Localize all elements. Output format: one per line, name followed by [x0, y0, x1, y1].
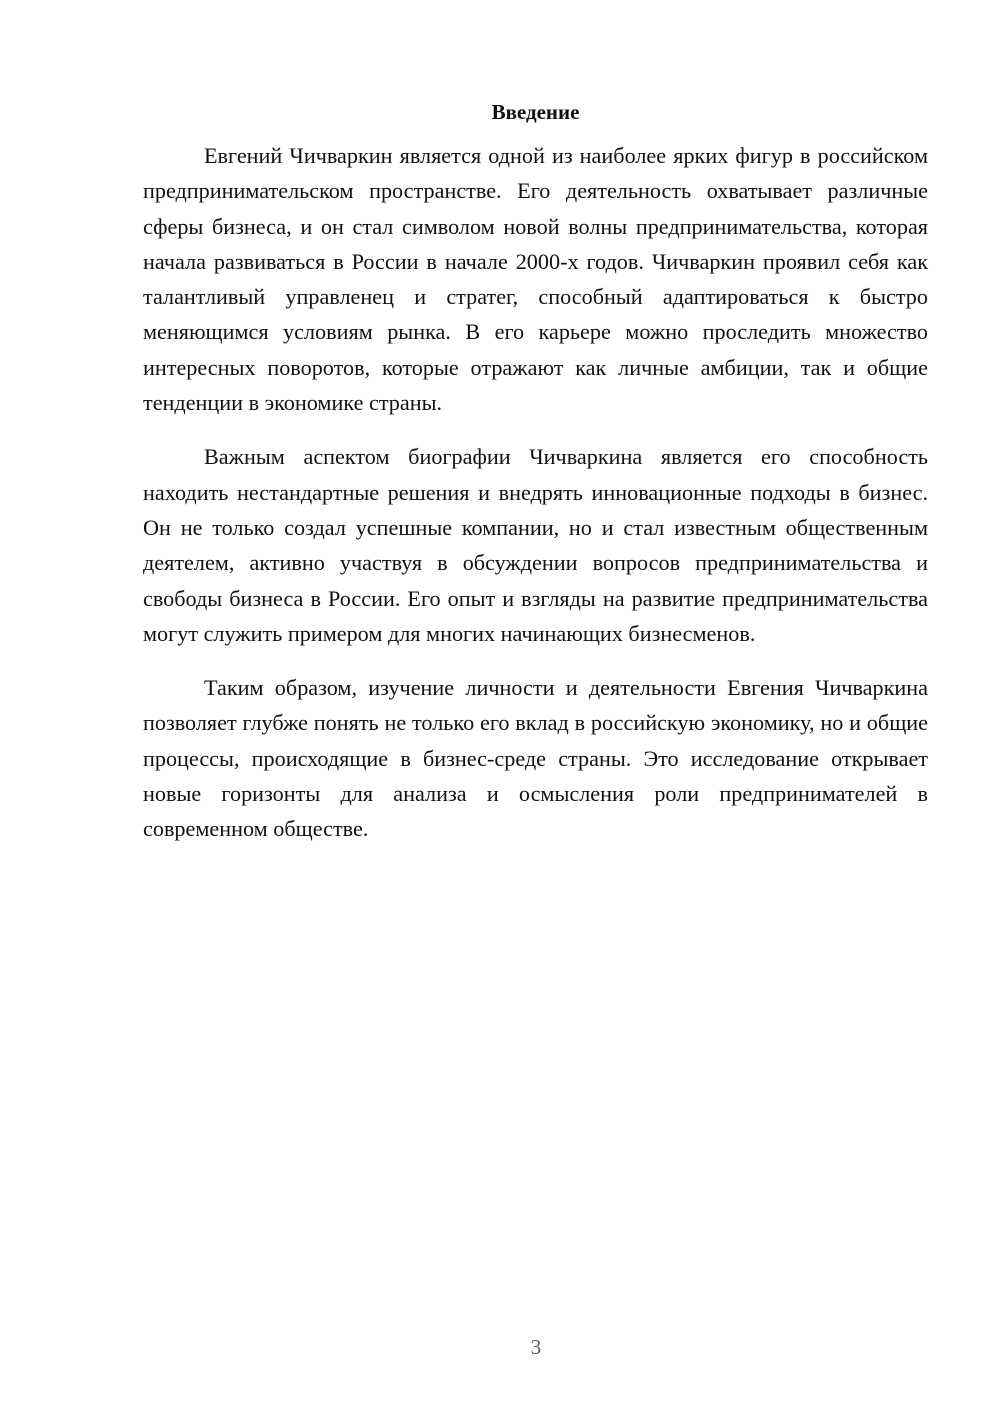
- paragraph-2: Важным аспектом биографии Чичваркина является его способность находить нестандартные решения и внедрять инновационные подходы в бизнес. Он не только создал успешные компании, но и стал известным общественным деятелем, активно участвуя в обсуждении вопросов предпринимательства и свободы бизнеса в России. Его опыт и взгляды на развитие предпринимательства могут служить примером для многих начинающих бизнесменов.: [143, 444, 928, 646]
- page-content: [143, 95, 928, 847]
- page-number: 3: [530, 1335, 542, 1359]
- paragraph-3: Таким образом, изучение личности и деятельности Евгения Чичваркина позволяет глубже понять не только его вклад в российскую экономику, но и общие процессы, происходящие в бизнес-среде страны. Это исследование открывает новые горизонты для анализа и осмысления роли предпринимателей в современном обществе.: [143, 675, 928, 842]
- section-title: Введение: [491, 100, 580, 124]
- paragraph-1: Евгений Чичваркин является одной из наиболее ярких фигур в российском предпринимательском пространстве. Его деятельность охватывает различные сферы бизнеса, и он стал символом новой волны предпринимательства, которая начала развиваться в России в начале 2000-х годов. Чичваркин проявил себя как талантливый управленец и стратег, способный адаптироваться к быстро меняющимся условиям рынка. В его карьере можно проследить множество интересных поворотов, которые отражают как личные амбиции, так и общие тенденции в экономике страны.: [143, 143, 928, 416]
